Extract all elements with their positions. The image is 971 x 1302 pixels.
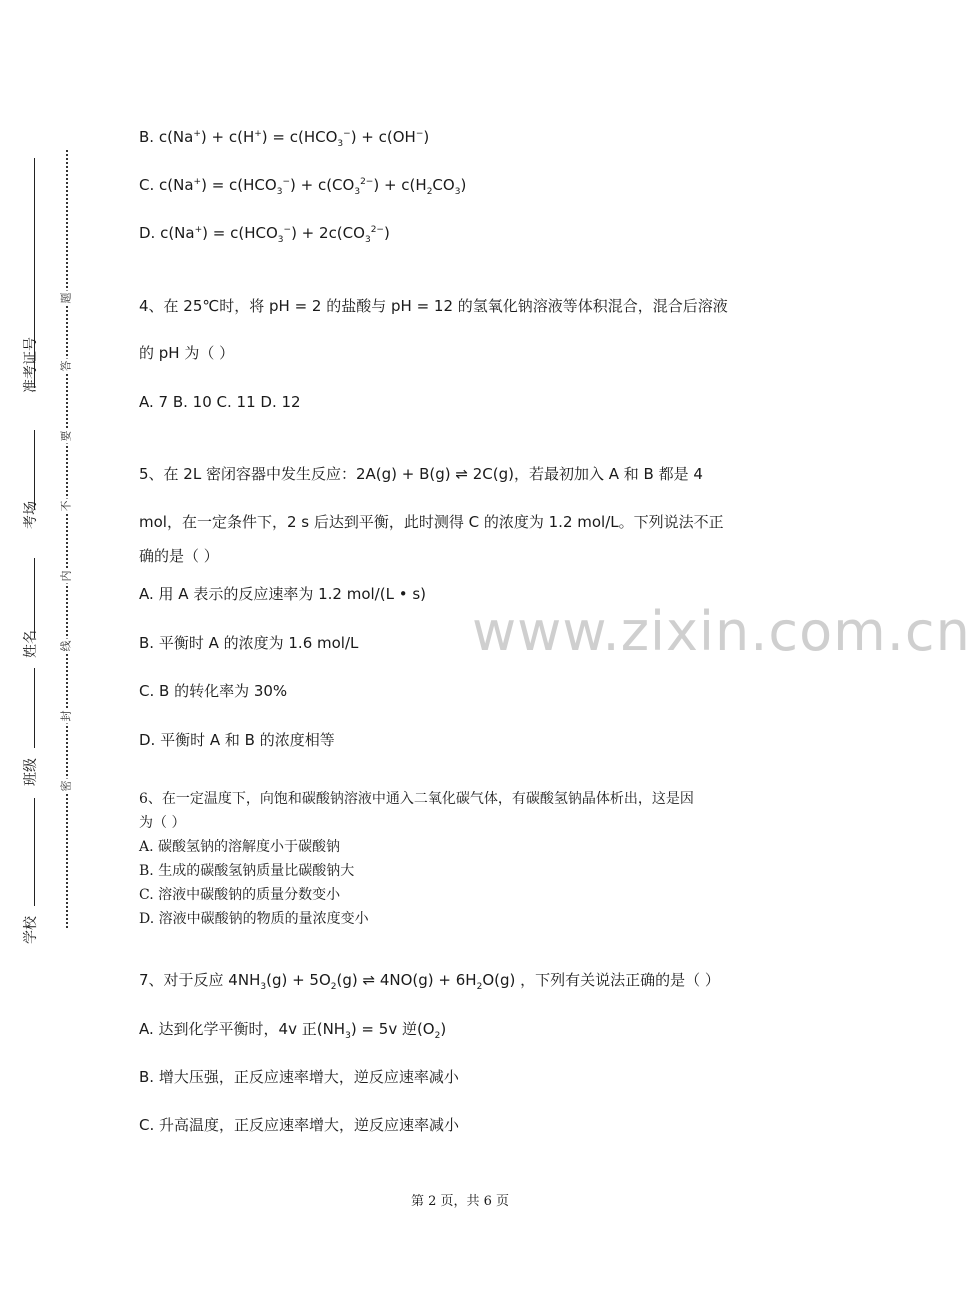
q4-stem-line2: 的 pH 为（ ）: [139, 344, 235, 362]
seal-dotted-line: [66, 150, 68, 928]
q6-option-d: D. 溶液中碳酸钠的物质的量浓度变小: [139, 911, 369, 927]
seal-char-bu: 不: [59, 500, 73, 512]
q6-stem-line1: 6、在一定温度下，向饱和碳酸钠溶液中通入二氧化碳气体，有碳酸氢钠晶体析出，这是因: [139, 791, 694, 807]
q7-stem: 7、对于反应 $4NH_3(g) + 5O_2(g)$ ⇌ $4NO(g) + 6H_2O(g)$ ，下列有关说法正确的是（ ）: [139, 971, 720, 992]
seal-char-mi: 密: [59, 780, 73, 792]
q6-stem-line2: 为（ ）: [139, 815, 186, 831]
q5-stem-line1: 5、在 2L 密闭容器中发生反应：2A(g) + B(g) ⇌ 2C(g)，若最初加入 A 和 B 都是 4: [139, 465, 703, 483]
page-footer: 第 2 页，共 6 页: [410, 1194, 510, 1209]
q6-option-a: A. 碳酸氢钠的溶解度小于碳酸钠: [139, 839, 341, 855]
q4-stem-line1: 4、在 25℃时，将 pH = 2 的盐酸与 pH = 12 的氢氧化钠溶液等体积混合，混合后溶液: [139, 297, 728, 315]
field-name: 姓名: [23, 630, 39, 658]
watermark: www.zixin.com.cn: [472, 600, 971, 663]
seal-char-nei: 内: [59, 570, 73, 582]
q3-option-b: B. $c(Na^+) + c(H^+) = c(HCO_3^-) + c(OH^-)$: [139, 128, 430, 149]
seal-char-ti: 题: [59, 292, 73, 304]
q7-option-c: C. 升高温度，正反应速率增大，逆反应速率减小: [139, 1116, 460, 1134]
q7-option-a: A. 达到化学平衡时，4v 正$(NH_3) = 5v$ 逆$(O_2)$: [139, 1020, 447, 1041]
q3-option-c: C. $c(Na^+) = c(HCO_3^-) + c(CO_3^{2-}) + c(H_2CO_3)$: [139, 176, 467, 197]
margin-rule-2: [34, 430, 35, 510]
q5-option-a: A. 用 A 表示的反应速率为 1.2 mol/(L • s): [139, 585, 426, 603]
q5-stem-line2: mol，在一定条件下，2 s 后达到平衡，此时测得 C 的浓度为 1.2 mol/L。下列说法不正: [139, 513, 724, 531]
seal-char-da: 答: [59, 360, 73, 372]
q7-option-b: B. 增大压强，正反应速率增大，逆反应速率减小: [139, 1068, 459, 1086]
q5-option-d: D. 平衡时 A 和 B 的浓度相等: [139, 731, 335, 749]
seal-char-xian: 线: [59, 640, 73, 652]
seal-char-feng: 封: [59, 710, 73, 722]
q5-option-c: C. B 的转化率为 30%: [139, 682, 288, 700]
q5-stem-line3: 确的是（ ）: [139, 547, 219, 565]
field-admission-number: 准考证号: [23, 337, 39, 393]
margin-rule-5: [34, 798, 35, 906]
field-class: 班级: [23, 758, 39, 786]
seal-char-yao: 要: [59, 430, 73, 442]
margin-rule-4: [34, 668, 35, 748]
q6-option-c: C. 溶液中碳酸钠的质量分数变小: [139, 887, 341, 903]
margin-rule-3: [34, 558, 35, 638]
q5-option-b: B. 平衡时 A 的浓度为 1.6 mol/L: [139, 634, 359, 652]
field-exam-room: 考场: [23, 501, 39, 529]
q6-option-b: B. 生成的碳酸氢钠质量比碳酸钠大: [139, 863, 355, 879]
q3-option-d: D. $c(Na^+) = c(HCO_3^-) + 2c(CO_3^{2-})$: [139, 224, 390, 245]
q4-options: A. 7 B. 10 C. 11 D. 12: [139, 393, 301, 411]
field-school: 学校: [23, 916, 39, 944]
